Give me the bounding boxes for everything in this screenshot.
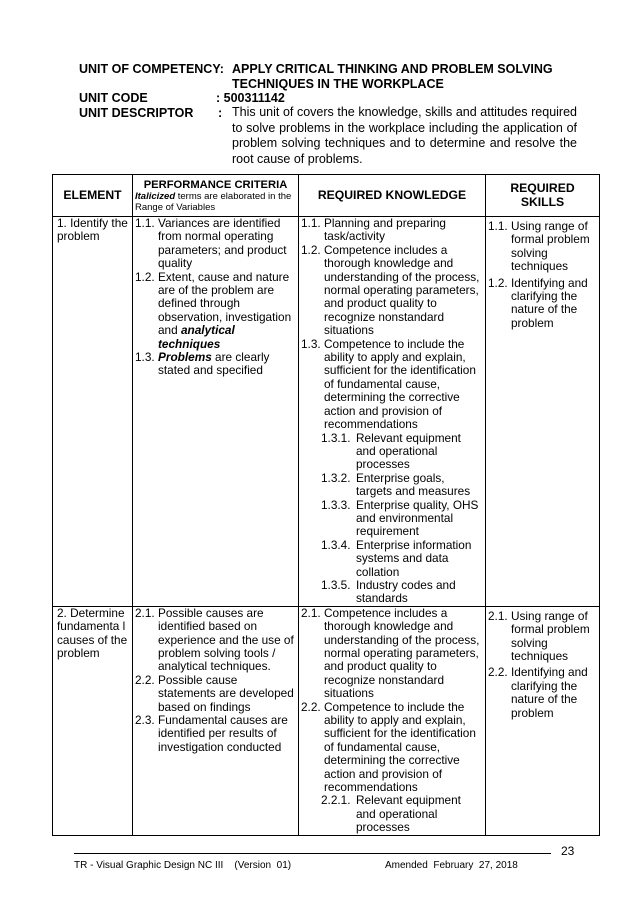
element-text: 2. Determine fundamenta l causes of the problem [57,605,128,660]
header-required-knowledge: REQUIRED KNOWLEDGE [299,175,486,217]
item-text: Variances are identified from normal operating parameters; and product quality [158,216,287,271]
list-item [488,220,597,274]
list-item [301,244,483,338]
sub-list-item [301,539,483,579]
footer-left-text: TR - Visual Graphic Design NC III (Version 01) [74,860,292,871]
item-text: Competence to include the ability to apply and explain, sufficient for the identification of fundamental cause, determining the corrective action and provision of recommendations [324,699,476,795]
sub-list-item [301,472,483,499]
item-text [158,271,296,351]
knowledge-cell [299,606,486,835]
table-row [53,217,600,607]
element-cell [53,217,133,607]
item-number: 2.2.1. [321,793,351,808]
performance-criteria-note [135,191,296,213]
item-text: Using range of formal problem solving techniques [511,608,590,663]
item-text [158,351,296,378]
unit-descriptor-label: UNIT DESCRIPTOR [79,106,194,120]
item-text: Fundamental causes are identified per results of investigation conducted [158,713,288,754]
item-text-emphasis: Problems [158,350,212,365]
list-item [135,714,296,754]
item-number: 1.1. [135,216,155,230]
item-number: 2.2. [488,665,508,680]
sub-list-item [301,499,483,539]
item-number: 2.2. [135,672,155,687]
list-item [301,701,483,795]
item-number: 1.3.1. [321,430,351,445]
footer-right-text: Amended February 27, 2018 [385,860,518,871]
item-number: 1.3. [301,336,321,351]
item-number: 1.3.3. [321,497,351,512]
list-item [488,277,597,331]
list-item [135,607,296,674]
item-text: Relevant equipment and operational processes [356,430,461,472]
item-number: 1.2. [488,275,508,290]
item-number: 2.3. [135,713,155,728]
skills-cell [486,217,600,607]
knowledge-cell [299,217,486,607]
item-text: Competence includes a thorough knowledge and understanding of the process, normal operating parameters, and product quality to recognize nonstandard situations [324,605,480,701]
item-text: Competence includes a thorough knowledge and understanding of the process, normal operating parameters, and product quality to recognize nonstandard situations [324,242,480,338]
item-number: 2.1. [135,605,155,620]
footer-divider [74,853,551,854]
item-text: Industry codes and standards [356,577,456,606]
page-number: 23 [561,844,575,858]
item-number: 1.1. [488,219,508,233]
element-text: 1. Identify the problem [57,216,128,244]
criteria-cell [133,217,299,607]
item-text: Relevant equipment and operational processes [356,793,461,835]
list-item [301,338,483,432]
item-text: Identifying and clarifying the nature of the problem [511,275,588,330]
sub-list-item [301,794,483,834]
unit-of-competency-title-line2: TECHNIQUES IN THE WORKPLACE [232,77,444,91]
unit-of-competency-title-line1: APPLY CRITICAL THINKING AND PROBLEM SOLVING [232,62,553,76]
item-text: Possible causes are identified based on experience and the use of problem solving tools / analytical techniques. [158,605,294,674]
unit-of-competency-label: UNIT OF COMPETENCY: [79,62,224,76]
list-item [301,217,483,244]
table-header-row [53,175,600,217]
unit-code-label: UNIT CODE [79,91,148,105]
list-item [301,607,483,701]
item-number: 1.3.5. [321,577,351,592]
list-item [488,666,597,720]
item-number: 1.2. [301,242,321,257]
header-element: ELEMENT [53,175,133,217]
item-text: Enterprise goals, targets and measures [356,470,471,499]
item-text-plain: Extent, cause and nature are of the problem are defined through observation, investigation and [158,269,292,338]
unit-descriptor-colon: : [218,106,223,120]
list-item [135,217,296,271]
item-number: 2.2. [301,699,321,714]
item-number: 1.1. [301,216,321,230]
italicized-word: Italicized [135,190,176,202]
item-text: Enterprise quality, OHS and environmental requirement [356,497,479,539]
item-text-plain: are clearly stated and specified [158,350,270,378]
unit-descriptor-text: This unit of covers the knowledge, skills and attitudes required to solve problems in the workplace including the application of problem solving techniques and to determine and resolve the root cause of problems. [232,105,577,166]
item-number: 1.3.2. [321,470,351,485]
list-item [488,610,597,664]
criteria-cell [133,606,299,835]
sub-list-item [301,432,483,472]
header-performance-criteria [133,175,299,217]
item-text: Using range of formal problem solving techniques [511,219,590,274]
competency-table [52,174,600,836]
unit-code-value: : 500311142 [216,91,285,105]
list-item [135,351,296,378]
item-number: 1.3.4. [321,537,351,552]
item-number: 2.1. [301,605,321,620]
item-number: 1.3. [135,350,155,365]
item-text: Enterprise information systems and data collation [356,537,472,579]
list-item [135,271,296,351]
item-text-emphasis: analytical techniques [158,323,235,351]
element-cell [53,606,133,835]
item-number: 2.1. [488,608,508,623]
item-text: Competence to include the ability to apply and explain, sufficient for the identification of fundamental cause, determining the corrective action and provision of recommendations [324,336,476,432]
item-text: Planning and preparing task/activity [324,216,446,244]
skills-cell [486,606,600,835]
header-required-skills: REQUIRED SKILLS [486,175,600,217]
performance-criteria-title: PERFORMANCE CRITERIA [143,178,288,191]
performance-note-rest: terms are elaborated in the Range of Variables [135,190,292,213]
list-item [135,674,296,714]
sub-list-item [301,579,483,606]
item-text: Identifying and clarifying the nature of the problem [511,665,588,720]
table-row [53,606,600,835]
item-text: Possible cause statements are developed based on findings [158,672,294,714]
item-number: 1.2. [135,269,155,284]
